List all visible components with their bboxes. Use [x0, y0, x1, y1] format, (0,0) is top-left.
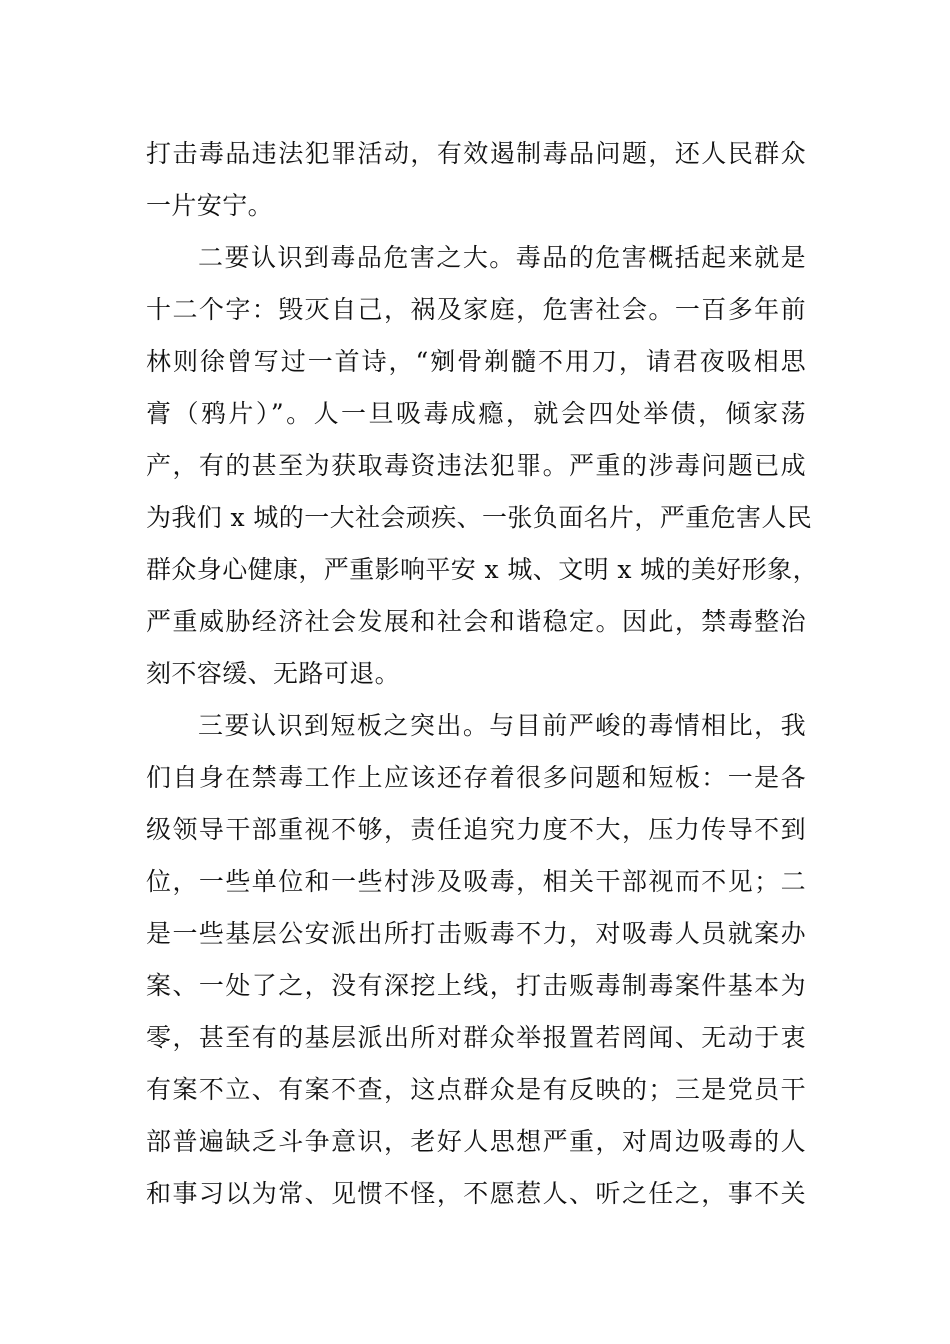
text-line: 十二个字：毁灭自己，祸及家庭，危害社会。一百多年前: [146, 295, 806, 324]
text-line: 有案不立、有案不查，这点群众是有反映的；三是党员干: [146, 1075, 806, 1104]
text-line: 位，一些单位和一些村涉及吸毒，相关干部视而不见；二: [146, 867, 806, 896]
text-line: 严重威胁经济社会发展和社会和谐稳定。因此，禁毒整治: [146, 607, 806, 636]
text-line: 案、一处了之，没有深挖上线，打击贩毒制毒案件基本为: [146, 971, 806, 1000]
text-line: 部普遍缺乏斗争意识，老好人思想严重，对周边吸毒的人: [146, 1127, 806, 1156]
text-line: 是一些基层公安派出所打击贩毒不力，对吸毒人员就案办: [146, 919, 806, 948]
text-line: 一片安宁。: [146, 191, 274, 220]
text-line: 打击毒品违法犯罪活动，有效遏制毒品问题，还人民群众: [146, 139, 806, 168]
document-body: [146, 128, 818, 1220]
text-line: 产，有的甚至为获取毒资违法犯罪。严重的涉毒问题已成: [146, 451, 806, 480]
paragraph-3: [146, 700, 806, 1220]
text-line: 和事习以为常、见惯不怪，不愿惹人、听之任之，事不关: [146, 1179, 806, 1208]
text-line: 们自身在禁毒工作上应该还存着很多问题和短板：一是各: [146, 763, 806, 792]
text-line: 级领导干部重视不够，责任追究力度不大，压力传导不到: [146, 815, 806, 844]
text-line: 为我们 x 城的一大社会顽疾、一张负面名片，严重危害人民: [146, 503, 813, 532]
text-line: 刻不容缓、无路可退。: [146, 659, 401, 688]
text-line: 群众身心健康，严重影响平安 x 城、文明 x 城的美好形象，: [146, 555, 818, 584]
paragraph-1: [146, 128, 806, 232]
text-line: 二要认识到毒品危害之大。毒品的危害概括起来就是: [198, 243, 806, 272]
text-line: 林则徐曾写过一首诗，“剜骨剃髓不用刀，请君夜吸相思: [146, 347, 806, 376]
text-line: 零，甚至有的基层派出所对群众举报置若罔闻、无动于衷: [146, 1023, 806, 1052]
text-line: 三要认识到短板之突出。与目前严峻的毒情相比，我: [198, 711, 806, 740]
paragraph-2: [146, 232, 818, 700]
text-line: 膏（鸦片）”。人一旦吸毒成瘾，就会四处举债，倾家荡: [146, 399, 806, 428]
